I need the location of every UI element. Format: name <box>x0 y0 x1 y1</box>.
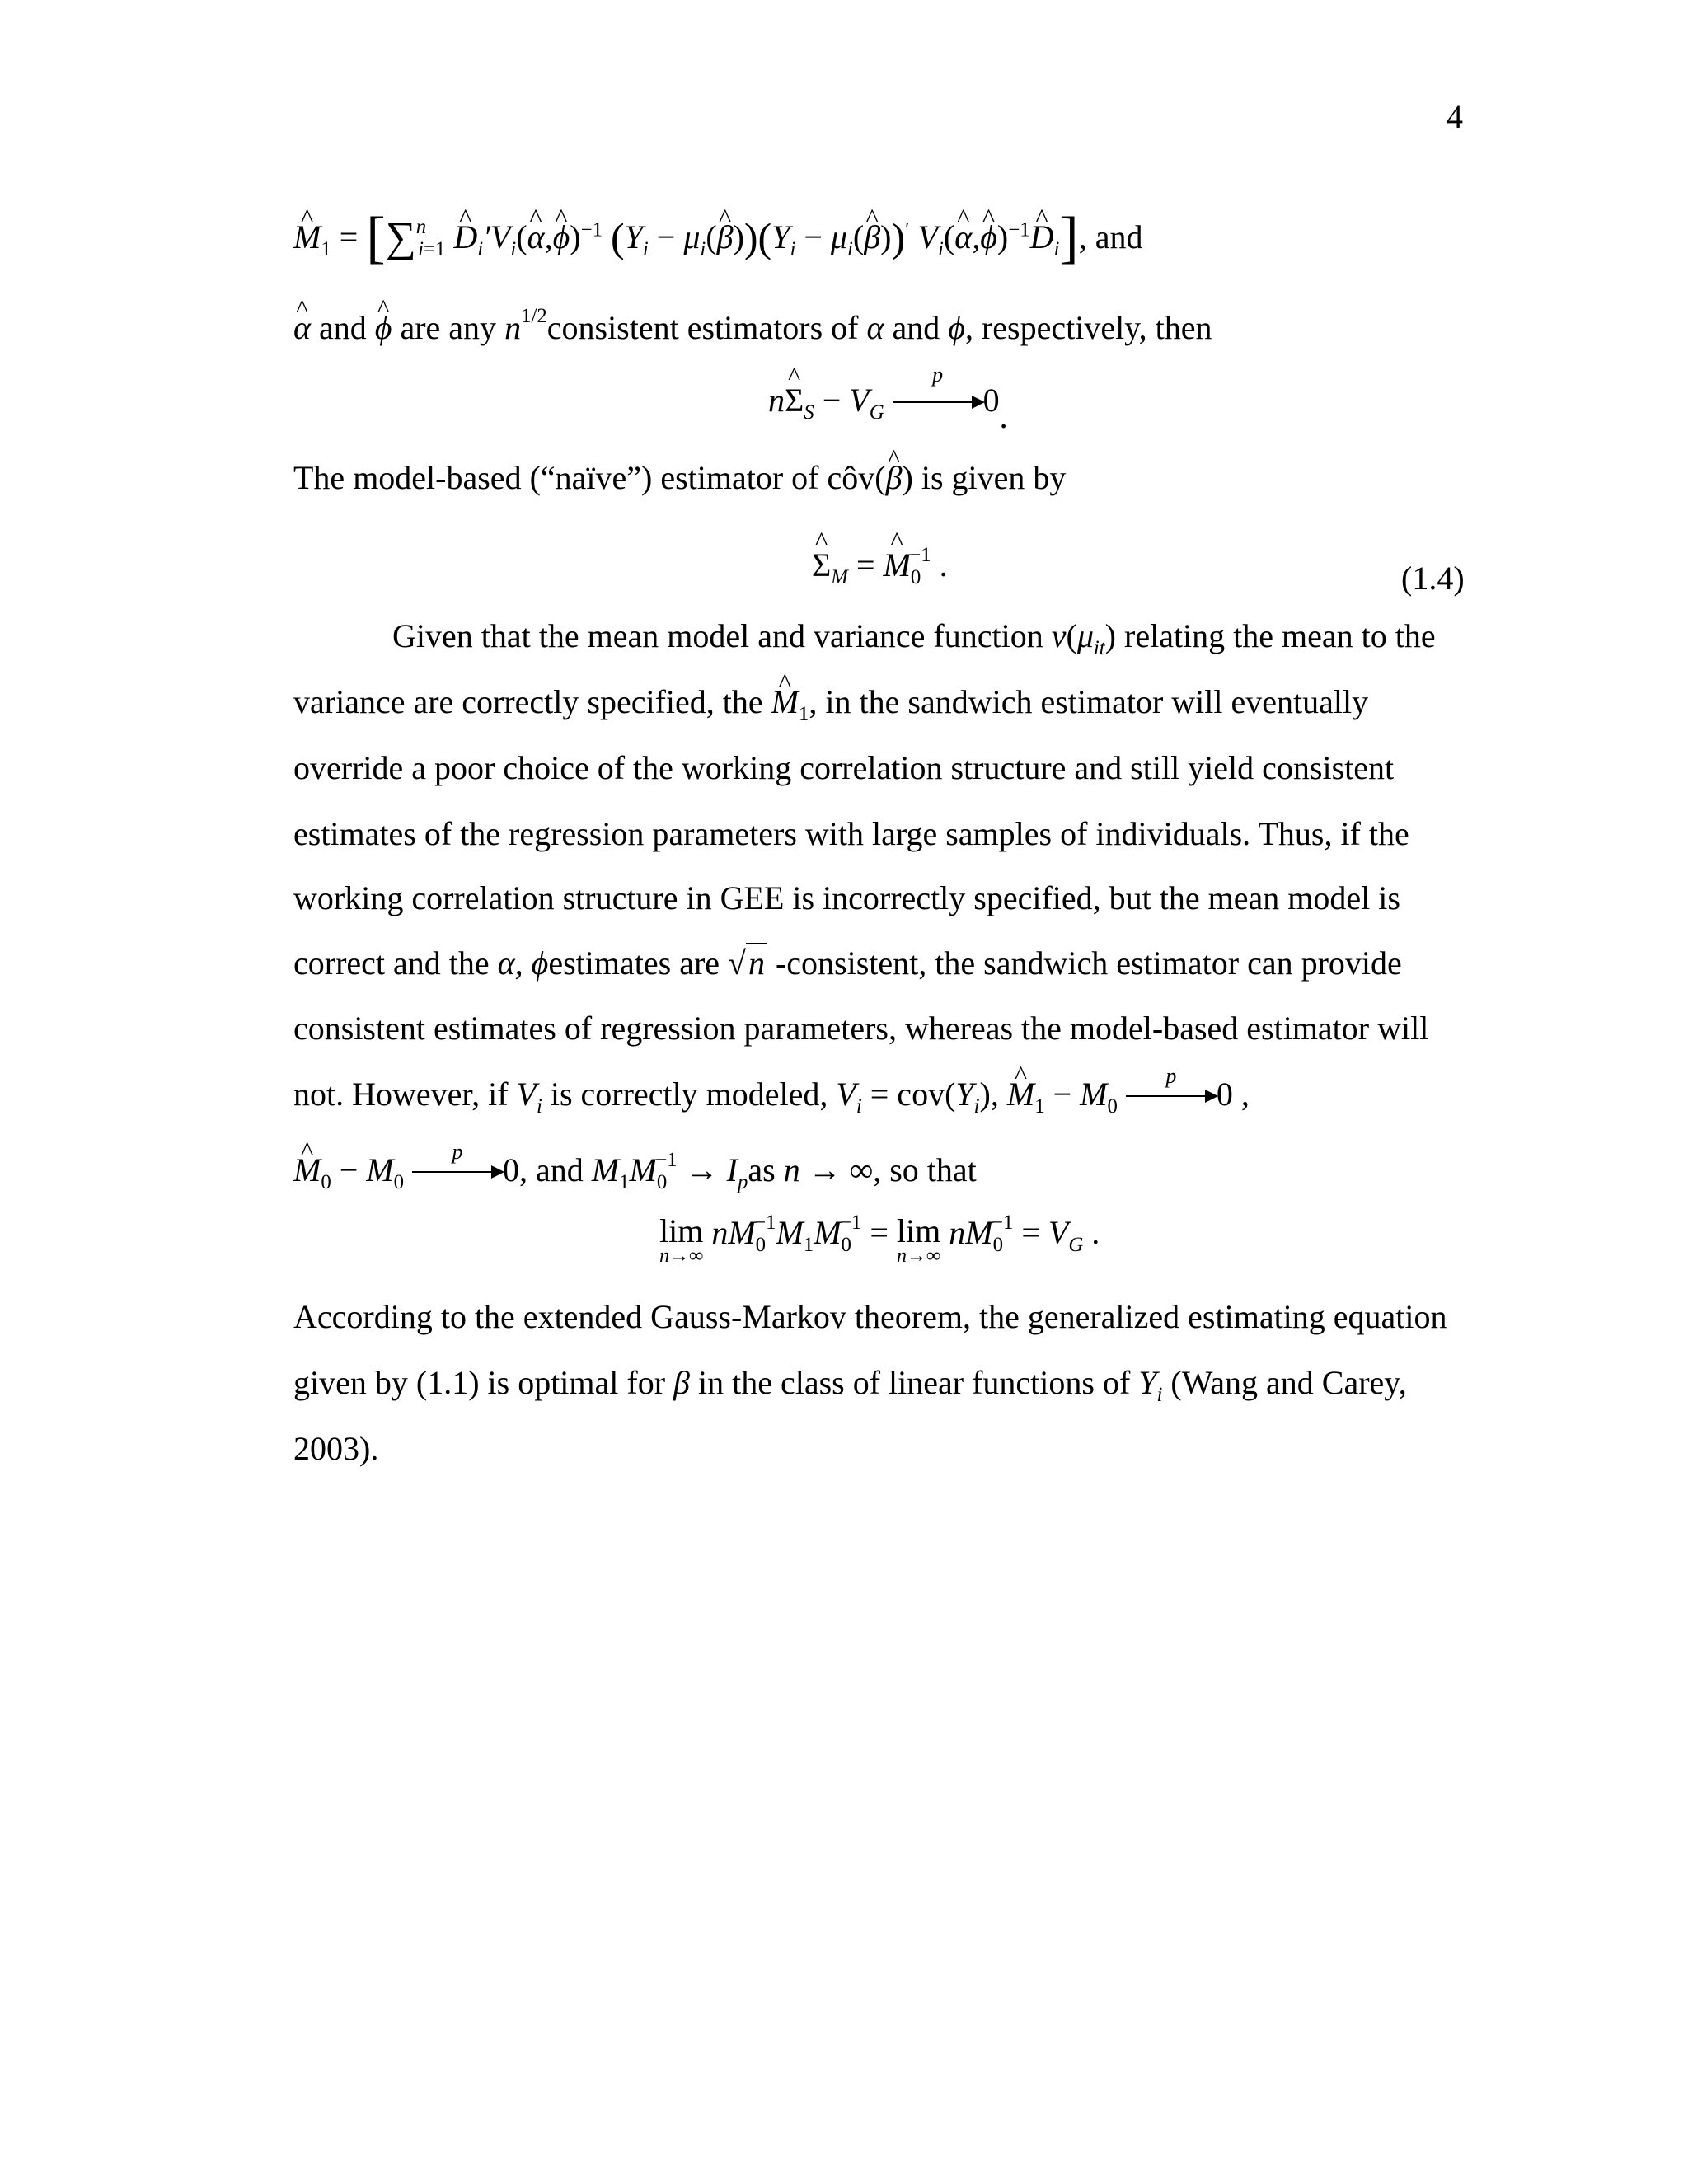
para1-text-1a: Given that the mean model and variance function <box>392 617 1043 654</box>
para2-line1: According to the extended Gauss-Markov theorem, the generalized estimating equation <box>293 1298 1447 1335</box>
line-consistent-estimators: ^ α and ^ ϕ are any $n^{1/2}consistent$ estimators of α and ϕ, respectively, then <box>293 297 1212 348</box>
para1-text-8a: not. However, if <box>293 1076 509 1113</box>
para1-line2: variance are correctly specified, the ^ $M_1$, in the sandwich estimator will eventually <box>293 682 1368 734</box>
equation-limit: lim n→∞ $nM_0^{-1}M_1M_0^{-1} = \lim$ n→∞ $nM_0^{-1} = V_G$ . <box>659 1212 1100 1267</box>
para1-text-9a: 0, and <box>503 1151 584 1188</box>
para1-text-6b: estimates are <box>548 944 720 982</box>
text-are-any: are any <box>400 309 497 346</box>
text-respectively: , respectively, then <box>964 309 1212 346</box>
equation-sandwich-convergence: n^ $\Sigma_S - V_G$ p 0. <box>768 381 1008 424</box>
para1-text-9c: , so that <box>873 1151 977 1188</box>
para2-text-2a: given by (1.1) is optimal for <box>293 1364 666 1401</box>
para1-line3: override a poor choice of the working correlation structure and still yield consistent <box>293 749 1395 786</box>
para1-line1: Given that the mean model and variance function $v(\mu_{it})$ relating the mean to the <box>392 617 1436 659</box>
and-text: , and <box>1078 218 1143 255</box>
para1-text-1b: relating the mean to the <box>1124 617 1436 654</box>
para2-text-2b: in the class of linear functions of <box>697 1364 1131 1401</box>
para1-text-6c: -consistent, the sandwich estimator can provide <box>775 944 1402 982</box>
para1-line7: consistent estimates of regression parameters, whereas the model-based estimator will <box>293 1010 1429 1047</box>
para1-line4: estimates of the regression parameters with large samples of individuals. Thus, if the <box>293 815 1409 852</box>
text-and-1: and <box>319 309 367 346</box>
text-consistent: consistent estimators of <box>546 309 859 346</box>
para2-line3: 2003). <box>293 1430 379 1467</box>
para2-text-2c: (Wang and Carey, <box>1170 1364 1407 1401</box>
equation-sigma-m: ^ $\Sigma_M$ = ^ $M_0^{-1}$ . <box>812 544 948 589</box>
para1-text-9b: as <box>748 1151 776 1188</box>
para1-text-6a: correct and the <box>293 944 490 982</box>
equation-number: (1.4) <box>1401 560 1465 597</box>
equation-m1-hat: ^ $M_1 = [\sum^n_{i=1}$ ^ $D_i'V_i(\^{}$ α,^ ϕ)$^{-1}$ ($Y_i$ − $\mu_i(\^{}$ $\beta))(Y_i$ − $\mu_i(\^{}$ β))′ $V_i(\^{}$ α,^ ϕ)$^{-1}$^ $D_i$], and <box>293 208 1142 269</box>
para2-line2: given by (1.1) is optimal for β in the class of linear functions of $Y_i$ (Wang and Carey, <box>293 1364 1407 1406</box>
para1-text-2a: variance are correctly specified, the <box>293 683 763 720</box>
para1-line9: ^ $M_0 - M_0$ p 0, and $M_1M_0^{-1} \to I_pas$ n → ∞, so that <box>293 1141 977 1202</box>
para1-line6: correct and the α, ϕestimates are √n -consistent, the sandwich estimator can provide <box>293 944 1402 982</box>
text-is-given-by: is given by <box>921 459 1067 496</box>
line-model-based: The model-based (“naïve”) estimator of côv(^ β) is given by <box>293 458 1066 498</box>
para1-line5: working correlation structure in GEE is incorrectly specified, but the mean model is <box>293 879 1400 916</box>
para1-text-2b: , in the sandwich estimator will eventually <box>809 683 1369 720</box>
page-number: 4 <box>1447 98 1463 135</box>
para1-text-8b: is correctly modeled, <box>550 1076 828 1113</box>
para1-line8: not. However, if $V_i$ is correctly modeled, $V_i = cov(Y_i)$, ^ $M_1 - M_0$ p 0 , <box>293 1075 1250 1127</box>
text-model-based: The model-based (“naïve”) estimator of <box>293 459 819 496</box>
text-and-2: and <box>892 309 940 346</box>
